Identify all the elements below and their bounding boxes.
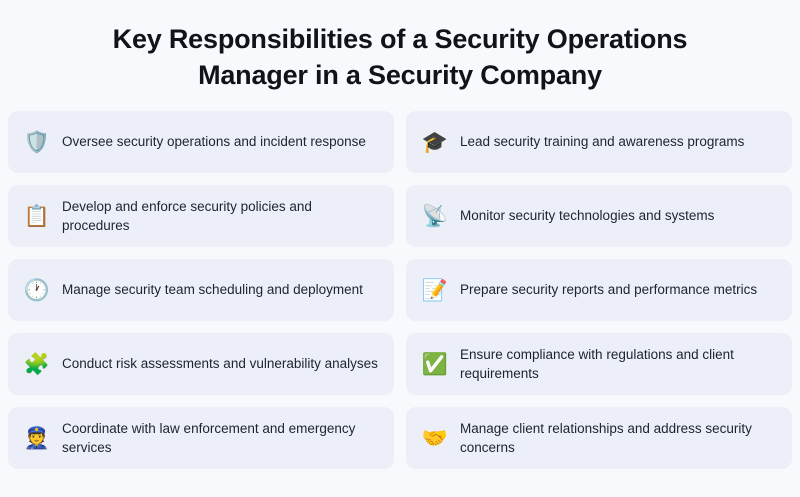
clipboard-icon: 📋 — [23, 204, 51, 228]
page-title: Key Responsibilities of a Security Operations Manager in a Security Company — [112, 24, 688, 90]
responsibility-text: Prepare security reports and performance metrics — [460, 282, 758, 298]
responsibility-card-5 — [8, 259, 394, 321]
responsibility-text: Coordinate with law enforcement and emergency services — [62, 420, 356, 456]
check-mark-button-icon: ✅ — [421, 352, 449, 376]
responsibility-text: Manage security team scheduling and deployment — [62, 282, 363, 298]
responsibility-card-1 — [8, 111, 394, 173]
responsibility-text: Lead security training and awareness programs — [460, 134, 745, 150]
responsibility-card-6 — [406, 259, 792, 321]
responsibilities-grid — [0, 111, 800, 469]
responsibility-card-8 — [406, 333, 792, 395]
responsibility-card-3 — [8, 185, 394, 247]
responsibility-text: Monitor security technologies and systems — [460, 208, 715, 224]
police-officer-icon: 👮 — [23, 426, 51, 450]
graduation-cap-icon: 🎓 — [421, 130, 449, 154]
clock-icon: 🕐 — [23, 278, 51, 302]
responsibility-text: Conduct risk assessments and vulnerability analyses — [62, 356, 378, 372]
responsibility-text: Develop and enforce security policies and procedures — [62, 198, 312, 234]
puzzle-piece-icon: 🧩 — [23, 352, 51, 376]
memo-icon: 📝 — [421, 278, 449, 302]
responsibility-card-10 — [406, 407, 792, 469]
responsibility-text: Manage client relationships and address security concerns — [460, 420, 752, 456]
handshake-icon: 🤝 — [421, 426, 449, 450]
responsibility-card-9 — [8, 407, 394, 469]
responsibility-card-2 — [406, 111, 792, 173]
responsibility-card-4 — [406, 185, 792, 247]
shield-icon: 🛡️ — [23, 130, 51, 154]
responsibility-text: Ensure compliance with regulations and client requirements — [460, 346, 734, 382]
satellite-antenna-icon: 📡 — [421, 204, 449, 228]
responsibility-text: Oversee security operations and incident response — [62, 134, 366, 150]
responsibility-card-7 — [8, 333, 394, 395]
